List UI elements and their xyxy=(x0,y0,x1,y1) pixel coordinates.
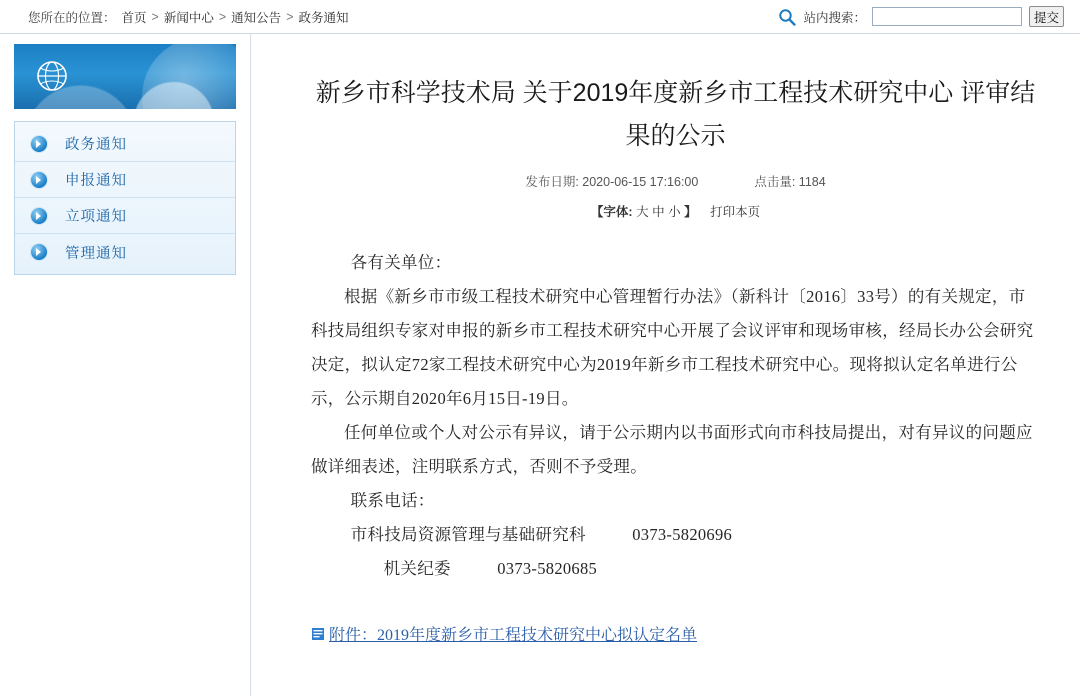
sidebar-item-label: 政务通知 xyxy=(65,137,127,153)
font-size-medium-button[interactable]: 中 xyxy=(652,205,665,219)
breadcrumb-item-notice[interactable]: 通知公告 xyxy=(231,10,282,25)
font-size-large-button[interactable]: 大 xyxy=(636,205,649,219)
breadcrumb-item-news[interactable]: 新闻中心 xyxy=(163,10,214,25)
contact-phone: 0373-5820696 xyxy=(632,525,733,544)
breadcrumb-item-home[interactable]: 首页 xyxy=(121,10,147,25)
paragraph-salutation: 各有关单位： xyxy=(350,253,452,272)
font-size-small-button[interactable]: 小 xyxy=(668,205,681,219)
arrow-circle-icon xyxy=(31,244,47,260)
contact-row xyxy=(311,552,1040,586)
sidebar-item-government-notice[interactable] xyxy=(15,126,235,162)
article-body xyxy=(311,246,1040,586)
submit-button[interactable]: 提交 xyxy=(1029,6,1064,27)
globe-icon xyxy=(32,56,72,96)
arrow-circle-icon xyxy=(31,136,47,152)
font-size-label-end: 】 xyxy=(684,205,697,219)
arrow-circle-icon xyxy=(31,208,47,224)
article xyxy=(251,34,1080,645)
paragraph-main: 根据《新乡市市级工程技术研究中心管理暂行办法》（新科计〔2016〕33号）的有关规定，市科技局组织专家对申报的新乡市工程技术研究中心开展了会议评审和现场审核，经局长办公会研究决定，拟认定72家工程技术研究中心为2019年新乡市工程技术研究中心。现将拟认定名单进行公示，公示期自2020年6月15日-19日。 xyxy=(311,287,1034,408)
search-icon xyxy=(778,8,796,26)
contact-dept: 机关纪委 xyxy=(383,559,451,578)
breadcrumb-separator: > xyxy=(286,9,294,24)
arrow-circle-icon xyxy=(31,172,47,188)
sidebar-item-label: 立项通知 xyxy=(65,209,127,225)
paragraph-objection: 任何单位或个人对公示有异议，请于公示期内以书面形式向市科技局提出，对有异议的问题应做详细表述，注明联系方式，否则不予受理。 xyxy=(311,423,1033,476)
publish-date: 发布日期: 2020-06-15 17:16:00 xyxy=(525,175,699,189)
sidebar-item-management-notice[interactable] xyxy=(15,234,235,270)
breadcrumb xyxy=(122,8,349,26)
attachment-file-icon xyxy=(311,627,325,641)
site-search xyxy=(778,6,1064,27)
contact-dept: 市科技局资源管理与基础研究科 xyxy=(350,525,586,544)
view-count: 点击量: 1184 xyxy=(754,175,826,189)
article-meta xyxy=(311,172,1040,190)
breadcrumb-separator: > xyxy=(218,9,227,24)
sidebar-item-application-notice[interactable] xyxy=(15,162,235,198)
breadcrumb-item-government-notice[interactable]: 政务通知 xyxy=(298,10,349,25)
attachment-link[interactable]: 附件：2019年度新乡市工程技术研究中心拟认定名单 xyxy=(329,627,698,644)
top-bar xyxy=(0,0,1080,34)
page-title: 新乡市科学技术局 关于2019年度新乡市工程技术研究中心 评审结果的公示 xyxy=(315,79,1036,150)
location-label: 您所在的位置： xyxy=(28,10,116,25)
sidebar-item-label: 管理通知 xyxy=(65,245,127,262)
sidebar-item-project-notice[interactable] xyxy=(15,198,235,234)
sidebar xyxy=(0,34,251,696)
search-input[interactable] xyxy=(872,7,1022,26)
attachment xyxy=(311,622,1040,645)
print-page-link[interactable]: 打印本页 xyxy=(710,205,761,219)
search-label: 站内搜索： xyxy=(803,10,866,25)
article-tools xyxy=(311,202,1040,220)
sidebar-item-label: 申报通知 xyxy=(65,173,127,189)
font-size-label: 【字体: xyxy=(590,205,633,219)
sidebar-banner xyxy=(14,44,236,109)
contact-phone: 0373-5820685 xyxy=(497,559,598,578)
paragraph-contact-heading: 联系电话： xyxy=(350,491,435,510)
breadcrumb-separator: > xyxy=(151,9,159,24)
page-body xyxy=(0,34,1080,696)
sidebar-nav xyxy=(14,121,236,275)
contact-row xyxy=(311,518,1040,552)
